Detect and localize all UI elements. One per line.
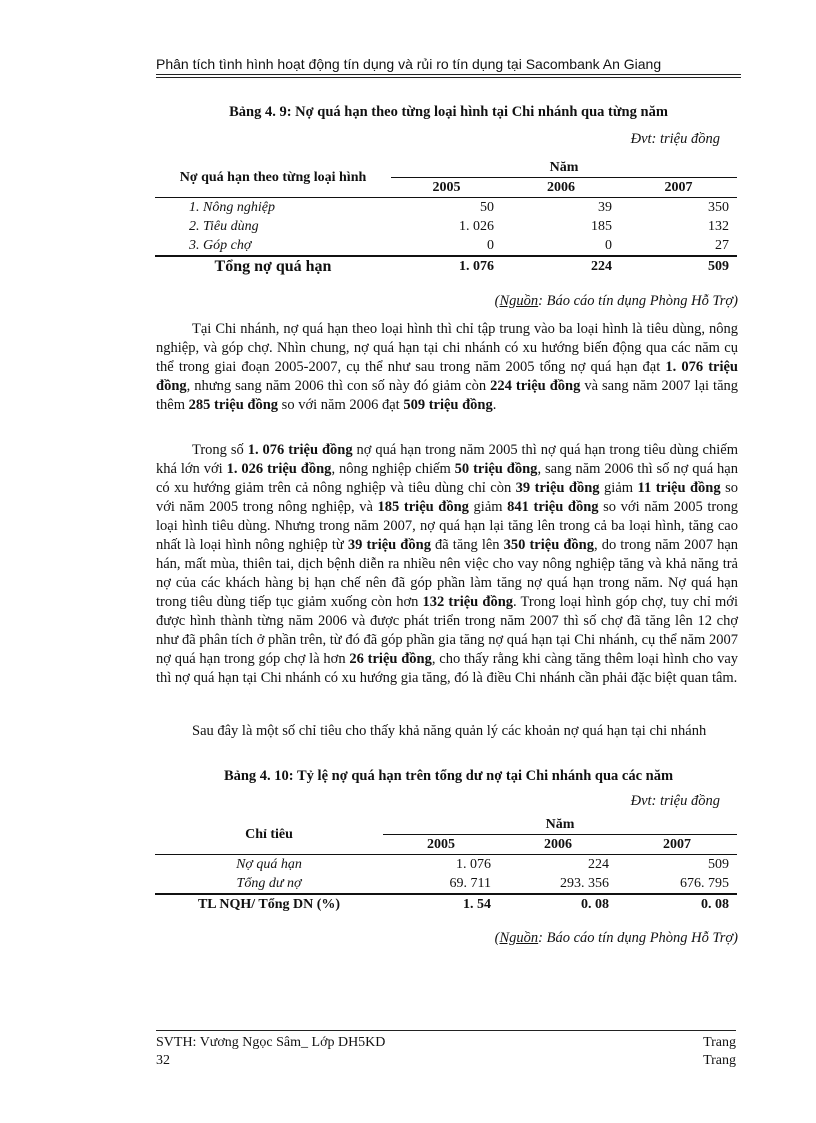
table2-year: 2006 xyxy=(499,835,617,855)
body-text: . xyxy=(492,397,497,413)
cell: 676. 795 xyxy=(680,876,729,891)
table1-year: 2006 xyxy=(502,178,620,198)
table1-year: 2007 xyxy=(620,178,737,198)
body-text: , nhưng sang năm 2006 thì con số này đó giảm còn xyxy=(186,378,491,394)
emphasis-text: 132 triệu đồng xyxy=(422,594,514,610)
table2-header-group: Năm xyxy=(383,815,737,835)
cell: 509 xyxy=(620,256,737,276)
table1-unit: Đvt: triệu đồng xyxy=(630,131,720,147)
body-text: giảm xyxy=(599,480,638,496)
emphasis-text: 285 triệu đồng xyxy=(188,397,279,413)
emphasis-text: 509 triệu đồng xyxy=(403,397,493,413)
source-label: Nguồn xyxy=(499,930,539,946)
paragraph-3 xyxy=(156,722,738,741)
cell: 69. 711 xyxy=(449,876,491,891)
footer-page-label: Trang xyxy=(703,1053,736,1068)
emphasis-text: 841 triệu đồng xyxy=(507,499,599,515)
table-row xyxy=(155,198,737,218)
cell: 1. 54 xyxy=(383,894,499,914)
table2-title: Bảng 4. 10: Tỷ lệ nợ quá hạn trên tổng dư nợ tại Chi nhánh qua các năm xyxy=(223,768,674,784)
table-row xyxy=(155,855,737,875)
body-text: , nông nghiệp chiếm xyxy=(331,461,455,477)
cell: 185 xyxy=(591,219,612,234)
total-label: TL NQH/ Tổng DN (%) xyxy=(155,894,383,914)
source-label: Nguồn xyxy=(499,293,539,309)
footer-page-number: 32 xyxy=(156,1053,170,1068)
table2-year: 2007 xyxy=(617,835,737,855)
body-text: . Trong loại hình góp chợ, tuy chỉ mới được hình thành từng năm 2006 và được phát triển trong năm 2007 thì số chợ đã tăng lên 12 chợ như đã phân tích ở phần trên, từ đó đã góp phần gia tăng nợ quá hạn tại Chi nhánh, cụ thể năm 2007 nợ quá hạn trong góp chợ là hơn xyxy=(156,594,738,667)
row-label: 3. Góp chợ xyxy=(189,238,252,253)
cell: 1. 026 xyxy=(459,219,494,234)
table-row xyxy=(155,217,737,236)
body-text: và sang năm 2007 lại tăng thêm xyxy=(156,378,739,413)
table2-header-label: Chỉ tiêu xyxy=(155,815,383,855)
body-text: so với năm 2005 trong nông nghiệp, và xyxy=(156,480,738,515)
page-footer xyxy=(156,1030,736,1070)
emphasis-text: 224 triệu đồng xyxy=(490,378,581,394)
total-label: Tổng nợ quá hạn xyxy=(155,256,391,276)
cell: 1. 076 xyxy=(456,857,491,872)
cell: 27 xyxy=(715,238,729,253)
table-total-row xyxy=(155,894,737,914)
cell: 0 xyxy=(487,238,494,253)
table2-unit: Đvt: triệu đồng xyxy=(630,793,720,809)
row-label: 1. Nông nghiệp xyxy=(189,200,275,215)
body-text: , do trong năm 2007 hạn hán, mất mùa, thiên tai, dịch bệnh diễn ra nhiều nên việc cho vay nông nghiệp tăng và khả năng trả nợ của các khách hàng bị hạn chế nên đã góp phần làm tăng nợ quá hạn trong năm. Nợ quá hạn trong tiêu dùng tiếp tục giảm xuống còn hơn xyxy=(156,537,739,610)
body-text: , cho thấy rằng khi càng tăng thêm loại hình cho vay thì nợ quá hạn tại Chi nhánh có xu hướng gia tăng, đó là điều Chi nhánh cần phải đặc biệt quan tâm. xyxy=(156,651,739,686)
table-total-row xyxy=(155,256,737,276)
footer-page-label: Trang xyxy=(703,1035,736,1050)
body-text: Tại Chi nhánh, nợ quá hạn theo loại hình thì chỉ tập trung vào ba loại hình là tiêu dùng, nông nghiệp, và góp chợ. Nhìn chung, nợ quá hạn tại chi nhánh có xu hướng biến động qua các năm cụ thể trong giai đoạn 2005-2007, cụ thể như sau trong năm 2005 tổng nợ quá hạn đạt xyxy=(156,321,738,375)
cell: 293. 356 xyxy=(560,876,609,891)
paragraph-2 xyxy=(156,441,738,688)
table1-header-label: Nợ quá hạn theo từng loại hình xyxy=(155,158,391,198)
body-text: Trong số xyxy=(192,442,248,458)
cell: 0. 08 xyxy=(499,894,617,914)
body-text: , sang năm 2006 thì số nợ quá hạn có xu hướng giảm trên cả nông nghiệp và tiêu dùng chỉ còn xyxy=(156,461,738,496)
emphasis-text: 11 triệu đồng xyxy=(637,480,721,496)
body-text: nợ quá hạn trong năm 2005 thì nợ quá hạn trong tiêu dùng chiếm khá lớn với xyxy=(156,442,738,477)
cell: 0 xyxy=(605,238,612,253)
table2-year: 2005 xyxy=(383,835,499,855)
row-label: Tổng dư nợ xyxy=(236,876,302,891)
table-row xyxy=(155,874,737,894)
emphasis-text: 1. 076 triệu đồng xyxy=(156,359,738,394)
cell: 50 xyxy=(480,200,494,215)
cell: 39 xyxy=(598,200,612,215)
body-text: so với năm 2006 đạt xyxy=(278,397,404,413)
emphasis-text: 350 triệu đồng xyxy=(503,537,594,553)
table1-title: Bảng 4. 9: Nợ quá hạn theo từng loại hình tại Chi nhánh qua từng năm xyxy=(229,104,668,120)
table2 xyxy=(155,815,737,914)
paragraph-1 xyxy=(156,320,738,415)
emphasis-text: 26 triệu đồng xyxy=(349,651,432,667)
cell: 132 xyxy=(708,219,729,234)
page-header: Phân tích tình hình hoạt động tín dụng và rủi ro tín dụng tại Sacombank An Giang xyxy=(156,56,741,75)
emphasis-text: 39 triệu đồng xyxy=(347,537,431,553)
body-text: so với năm 2005 trong loại hình tiêu dùng. Nhưng trong năm 2007, nợ quá hạn lại tăng lên trong cả ba loại hình, tăng cao nhất là loại hình nông nghiệp từ xyxy=(156,499,738,553)
emphasis-text: 185 triệu đồng xyxy=(377,499,469,515)
cell: 224 xyxy=(502,256,620,276)
emphasis-text: 50 triệu đồng xyxy=(454,461,538,477)
cell: 1. 076 xyxy=(391,256,502,276)
table2-source: (Nguồn: Báo cáo tín dụng Phòng Hỗ Trợ) xyxy=(494,930,738,946)
footer-author: SVTH: Vương Ngọc Sâm_ Lớp DH5KD xyxy=(156,1035,386,1050)
body-text: giảm xyxy=(468,499,508,515)
emphasis-text: 39 triệu đồng xyxy=(515,480,600,496)
source-text: : Báo cáo tín dụng Phòng Hỗ Trợ) xyxy=(538,930,738,946)
table1-header-group: Năm xyxy=(391,158,737,178)
table1-source: (Nguồn: Báo cáo tín dụng Phòng Hỗ Trợ) xyxy=(494,293,738,309)
cell: 509 xyxy=(708,857,729,872)
source-text: : Báo cáo tín dụng Phòng Hỗ Trợ) xyxy=(538,293,738,309)
emphasis-text: 1. 076 triệu đồng xyxy=(247,442,353,458)
body-text: Sau đây là một số chỉ tiêu cho thấy khả năng quản lý các khoản nợ quá hạn tại chi nhánh xyxy=(192,723,707,739)
cell: 350 xyxy=(708,200,729,215)
table-row xyxy=(155,236,737,256)
row-label: Nợ quá hạn xyxy=(236,857,302,872)
table1-year: 2005 xyxy=(391,178,502,198)
row-label: 2. Tiêu dùng xyxy=(189,219,259,234)
body-text: đã tăng lên xyxy=(430,537,504,553)
cell: 224 xyxy=(588,857,609,872)
emphasis-text: 1. 026 triệu đồng xyxy=(226,461,332,477)
cell: 0. 08 xyxy=(617,894,737,914)
table1 xyxy=(155,158,737,276)
